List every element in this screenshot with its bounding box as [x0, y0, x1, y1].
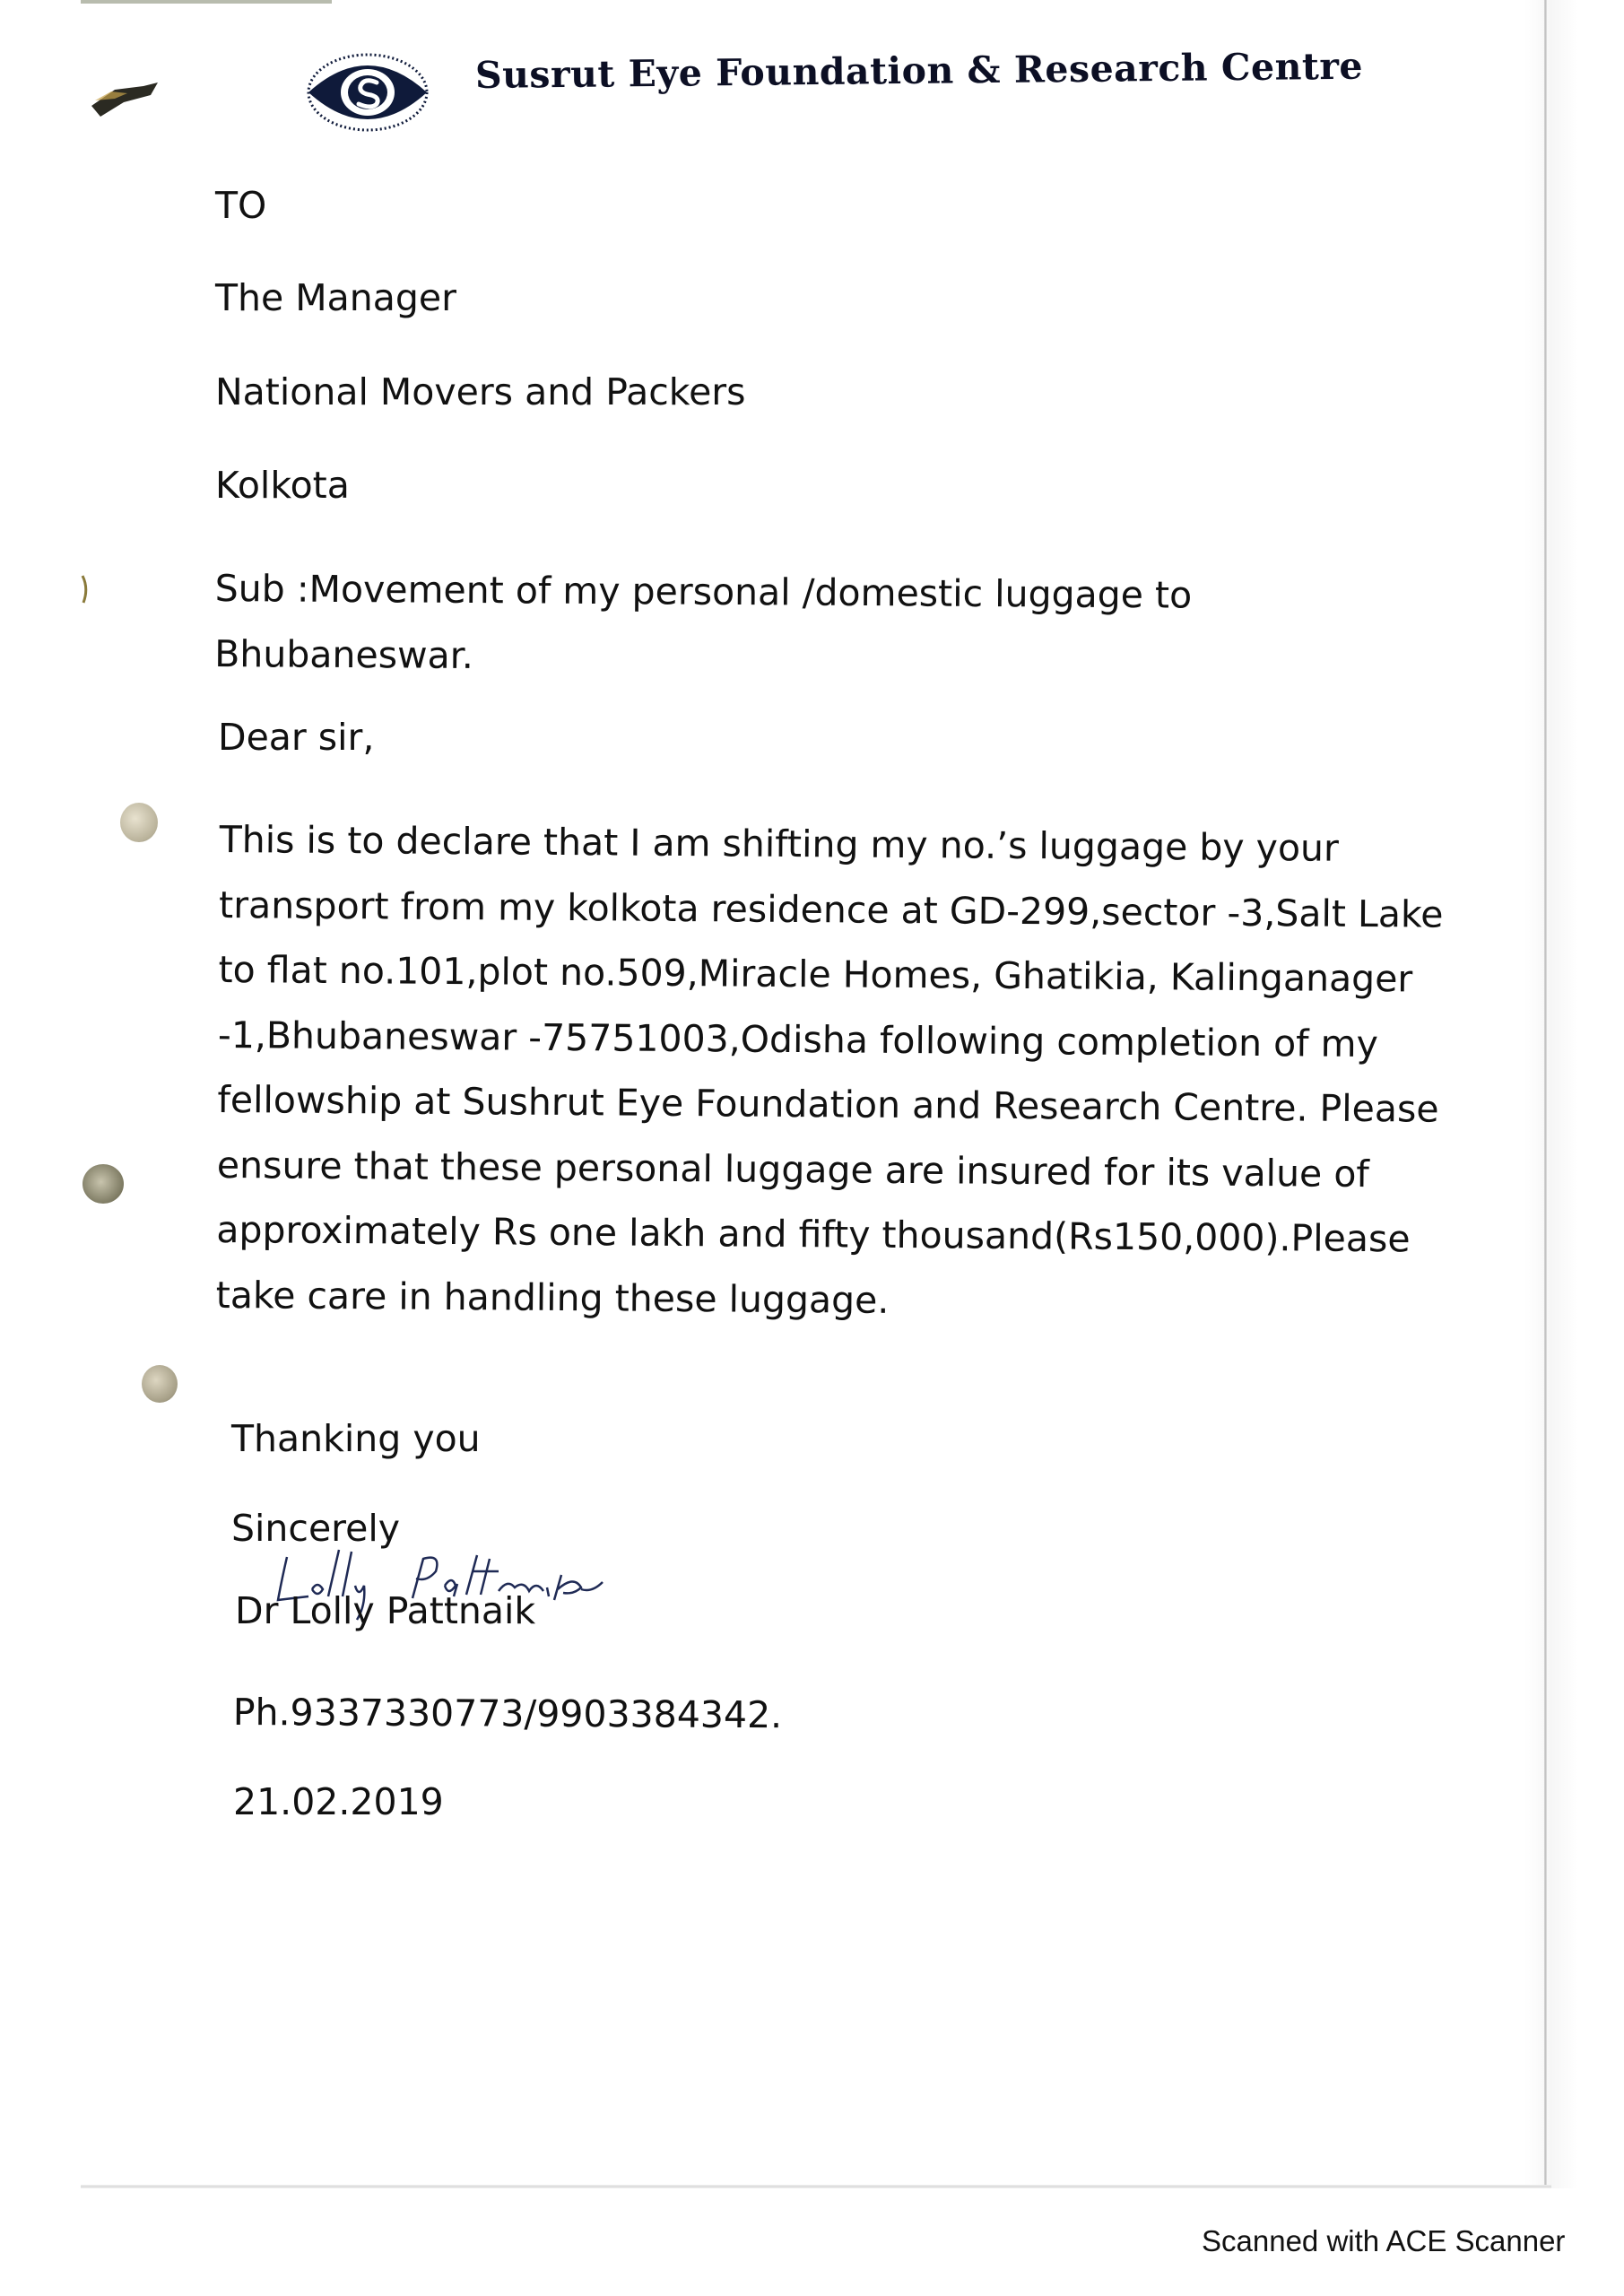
punch-hole — [120, 803, 158, 842]
recipient-title: The Manager — [215, 276, 457, 319]
body-paragraph: This is to declare that I am shifting my no.’s luggage by your transport from my kolkota residence at GD-299,sector -3,Salt Lake to flat no.101,plot no.509,Miracle Homes, Ghatikia, Kalinganager -1,Bhubaneswar -75751003,Odisha following completion of my fellowship at Sushrut Eye Foundation and Research Centre. Please ensure that these personal luggage are insured for its value of approximately Rs one lakh and fifty thousand(Rs150,000).Please take care in handling these luggage. — [215, 817, 1444, 1322]
page-right-edge — [1544, 0, 1547, 2188]
margin-mark — [81, 574, 90, 604]
scanner-watermark: Scanned with ACE Scanner — [1202, 2224, 1566, 2257]
page-bottom-edge — [81, 2185, 1551, 2188]
page-fold-shadow — [1524, 0, 1578, 2188]
recipient-city: Kolkota — [215, 464, 350, 507]
organization-name: Susrut Eye Foundation & Research Centre — [474, 44, 1364, 97]
letter-date: 21.02.2019 — [233, 1780, 444, 1823]
recipient-company: National Movers and Packers — [215, 370, 746, 413]
subject-line: Sub :Movement of my personal /domestic luggage to Bhubaneswar. — [214, 566, 1193, 678]
closing-line: Thanking you — [231, 1417, 481, 1460]
signoff: Sincerely — [231, 1507, 401, 1550]
recipient-to: TO — [215, 184, 267, 227]
punch-hole — [83, 1164, 124, 1204]
letterhead — [296, 36, 1372, 144]
punch-hole — [142, 1365, 178, 1403]
signer-name: Dr Lolly Pattnaik — [235, 1589, 536, 1632]
scan-top-edge — [81, 0, 332, 4]
phone-number: Ph.9337330773/9903384342. — [232, 1691, 783, 1737]
salutation: Dear sir, — [218, 716, 375, 759]
eye-logo-icon — [296, 43, 439, 142]
ink-smudge-mark — [88, 79, 161, 120]
